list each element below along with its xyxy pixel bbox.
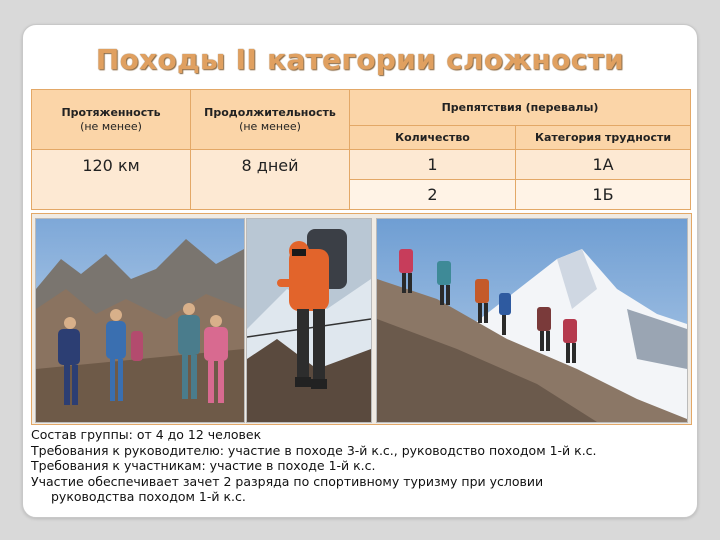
leader-requirements-line: Требования к руководителю: участие в походе 3-й к.с., руководство походом 1-й к.с. [31, 442, 597, 458]
ridge-group-photo [376, 218, 688, 423]
header-length-note: (не менее) [80, 120, 142, 133]
length-value: 120 км [32, 150, 191, 210]
trip-requirements-text [31, 427, 691, 505]
obstacle-count-2: 2 [350, 180, 516, 210]
hikers-valley-photo [35, 218, 245, 423]
header-obstacles: Препятствия (перевалы) [350, 90, 691, 126]
slide [22, 24, 698, 518]
climber-rope-photo [246, 218, 372, 423]
participant-requirements-line: Требования к участникам: участие в походе 1-й к.с. [31, 458, 376, 473]
group-size-line: Состав группы: от 4 до 12 человек [31, 427, 262, 442]
ranking-note-continuation: руководства походом 1-й к.с. [51, 489, 246, 504]
header-category: Категория трудности [516, 126, 691, 150]
obstacle-category-1: 1А [516, 150, 691, 180]
header-duration-note: (не менее) [239, 120, 301, 133]
header-count: Количество [350, 126, 516, 150]
header-duration [191, 90, 350, 150]
obstacle-count-1: 1 [350, 150, 516, 180]
route-requirements-table [31, 89, 691, 210]
header-length-label: Протяженность [61, 106, 161, 119]
obstacle-category-2: 1Б [516, 180, 691, 210]
header-duration-label: Продолжительность [204, 106, 336, 119]
ranking-note-line: Участие обеспечивает зачет 2 разряда по спортивному туризму при условии [31, 473, 544, 489]
duration-value: 8 дней [191, 150, 350, 210]
photo-strip [31, 213, 692, 425]
slide-title: Походы II категории сложности [95, 43, 625, 76]
header-length [32, 90, 191, 150]
